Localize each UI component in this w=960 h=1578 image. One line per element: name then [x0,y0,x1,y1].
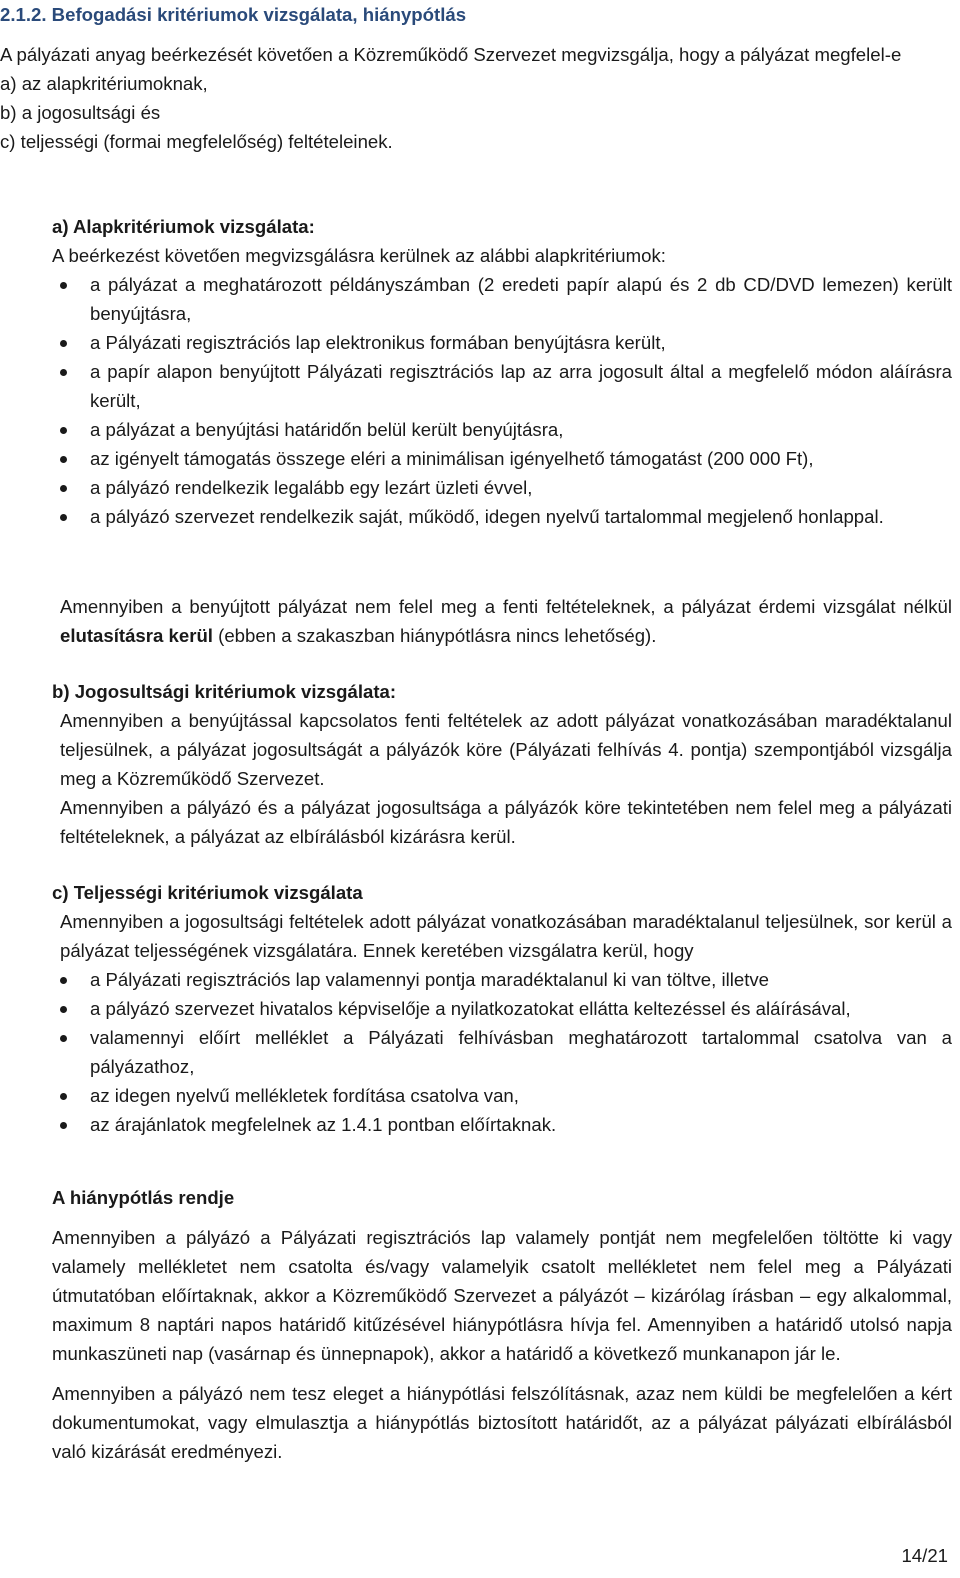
list-item: az árajánlatok megfelelnek az 1.4.1 pontban előírtaknak. [52,1110,952,1139]
list-item: a Pályázati regisztrációs lap valamennyi pontja maradéktalanul ki van töltve, illetve [52,965,952,994]
hianypotlas-section [52,1183,952,1466]
list-item: a papír alapon benyújtott Pályázati regisztrációs lap az arra jogosult által a megfelelő módon aláírásra került, [52,357,952,415]
part-b-paragraph-2: Amennyiben a pályázó és a pályázat jogosultsága a pályázók köre tekintetében nem felel meg a pályázati feltételeknek, a pályázat az elbírálásból kizárásra kerül. [60,797,952,847]
intro-item-b: b) a jogosultsági és [0,102,161,123]
hianypotlas-title: A hiánypótlás rendje [52,1187,235,1208]
list-item: a pályázat a meghatározott példányszámban (2 eredeti papír alapú és 2 db CD/DVD lemezen) került benyújtásra, [52,270,952,328]
rejection-emphasis: elutasításra kerül [60,625,213,646]
list-item: a pályázó szervezet hivatalos képviselője a nyilatkozatokat ellátta keltezéssel és aláírásával, [52,994,952,1023]
list-item: az idegen nyelvű mellékletek fordítása csatolva van, [52,1081,952,1110]
part-a-rejection [60,592,952,650]
part-b-paragraph-1: Amennyiben a benyújtással kapcsolatos fenti feltételek az adott pályázat vonatkozásában maradéktalanul teljesülnek, a pályázat jogosultságát a pályázók köre (Pályázati felhívás 4. pontja) szempontjából vizsgálja meg a Közreműködő Szervezet. [60,710,952,789]
hianypotlas-paragraph-2: Amennyiben a pályázó nem tesz eleget a hiánypótlási felszólításnak, azaz nem küldi be megfelelően a kért dokumentumokat, vagy elmulasztja a hiánypótlás biztosított határidőt, az a pályázat pályázati elbírálásból való kizárását eredményezi. [52,1383,952,1462]
hianypotlas-paragraph-1: Amennyiben a pályázó a Pályázati regisztrációs lap valamely pontját nem megfelelően töltötte ki vagy valamely mellékletet nem csatolta és/vagy valamelyik csatolt mellékletet nem felel meg a Pályázati útmutatóban előírtaknak, akkor a Közreműködő Szervezet a pályázót – kizárólag írásban – egy alkalommal, maximum 8 naptári napos határidő kitűzésével hiánypótlásra hívja fel. Amennyiben a határidő utolsó napja munkaszüneti nap (vasárnap és ünnepnapok), akkor a határidő a következő munkanapon jár le. [52,1227,952,1364]
rejection-text-end: (ebben a szakaszban hiánypótlásra nincs lehetőség). [212,625,657,646]
list-item: a pályázó rendelkezik legalább egy lezárt üzleti évvel, [52,473,952,502]
list-item: az igényelt támogatás összege eléri a minimálisan igényelhető támogatást (200 000 Ft), [52,444,952,473]
part-b-title: b) Jogosultsági kritériumok vizsgálata: [52,681,397,702]
section-heading: 2.1.2. Befogadási kritériumok vizsgálata, hiánypótlás [0,4,467,25]
page-number: 14/21 [901,1545,948,1566]
part-a [52,212,952,531]
part-c-lead: Amennyiben a jogosultsági feltételek adott pályázat vonatkozásában maradéktalanul teljesülnek, sor kerül a pályázat teljességének vizsgálatára. Ennek keretében vizsgálatra kerül, hogy [60,911,952,961]
part-a-list [52,270,952,531]
part-c-list [52,965,952,1139]
intro-block [0,40,952,156]
list-item: a pályázat a benyújtási határidőn belül került benyújtásra, [52,415,952,444]
part-a-lead: A beérkezést követően megvizsgálásra kerülnek az alábbi alapkritériumok: [52,245,666,266]
part-b [52,677,952,851]
intro-item-c: c) teljességi (formai megfelelőség) feltételeinek. [0,131,393,152]
intro-paragraph: A pályázati anyag beérkezését követően a Közreműködő Szervezet megvizsgálja, hogy a pályázat megfelel-e [0,44,902,65]
list-item: a Pályázati regisztrációs lap elektronikus formában benyújtásra került, [52,328,952,357]
rejection-text-start: Amennyiben a benyújtott pályázat nem felel meg a fenti feltételeknek, a pályázat érdemi vizsgálat nélkül [60,596,952,617]
list-item: valamennyi előírt melléklet a Pályázati felhívásban meghatározott tartalommal csatolva van a pályázathoz, [52,1023,952,1081]
intro-item-a: a) az alapkritériumoknak, [0,73,208,94]
part-a-title: a) Alapkritériumok vizsgálata: [52,216,315,237]
list-item: a pályázó szervezet rendelkezik saját, működő, idegen nyelvű tartalommal megjelenő honlappal. [52,502,952,531]
part-c [52,878,952,1139]
part-c-title: c) Teljességi kritériumok vizsgálata [52,882,363,903]
